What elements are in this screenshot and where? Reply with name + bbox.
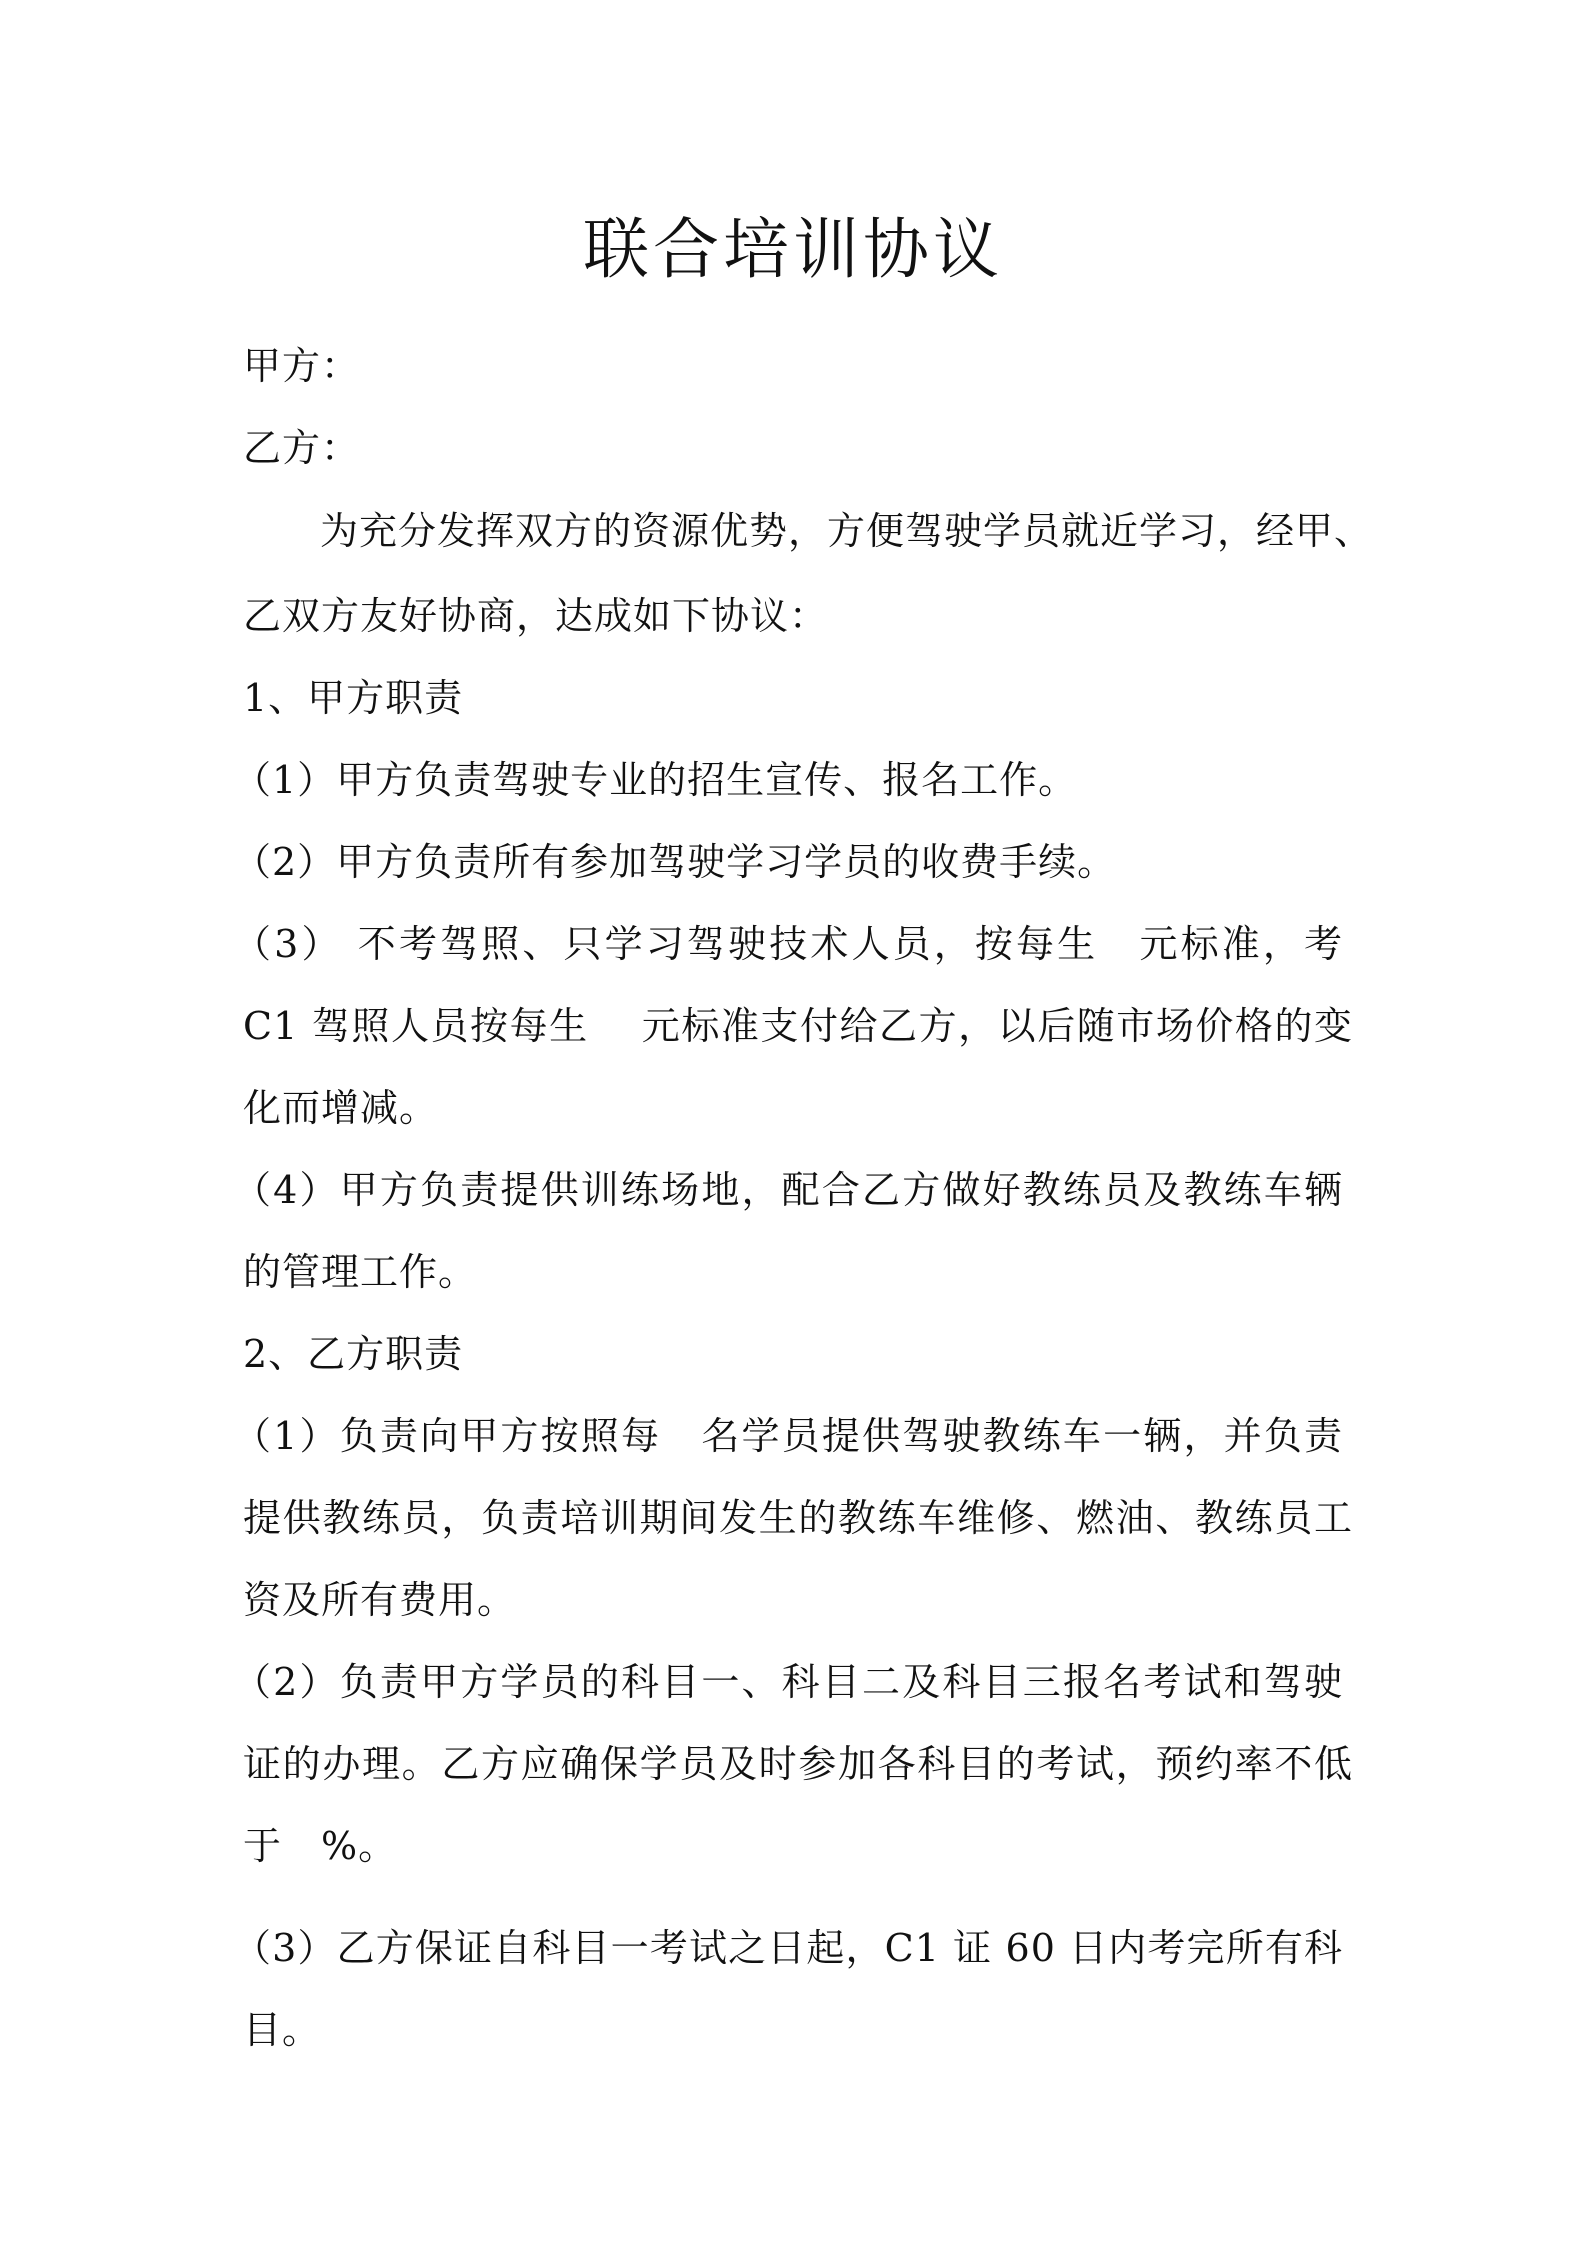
clause-b1-line-3: 资及所有费用。 (243, 1578, 517, 1622)
clause-b3-line-1: （3）乙方保证自科目一考试之日起，C1 证 60 日内考完所有科 (233, 1926, 1343, 1970)
clause-a1: （1）甲方负责驾驶专业的招生宣传、报名工作。 (233, 758, 1078, 802)
clause-a3-line-2: C1 驾照人员按每生 元标准支付给乙方，以后随市场价格的变 (243, 1004, 1353, 1048)
clause-b3-line-2: 目。 (243, 2008, 322, 2052)
preamble-line-1: 为充分发挥双方的资源优势，方便驾驶学员就近学习，经甲、 (320, 509, 1374, 553)
party-b-line: 乙方： (243, 426, 361, 470)
clause-b2-line-2: 证的办理。乙方应确保学员及时参加各科目的考试，预约率不低 (243, 1742, 1353, 1786)
document-title: 联合培训协议 (583, 211, 1003, 288)
clause-a3-line-1: （3） 不考驾照、只学习驾驶技术人员，按每生 元标准，考 (233, 922, 1343, 966)
section-heading-party-b: 2、乙方职责 (243, 1332, 464, 1376)
clause-b1-line-1: （1）负责向甲方按照每 名学员提供驾驶教练车一辆，并负责 (233, 1414, 1343, 1458)
clause-a4-line-2: 的管理工作。 (243, 1250, 478, 1294)
clause-a4-line-1: （4）甲方负责提供训练场地，配合乙方做好教练员及教练车辆 (233, 1168, 1343, 1212)
clause-a2: （2）甲方负责所有参加驾驶学习学员的收费手续。 (233, 840, 1117, 884)
clause-b2-line-1: （2）负责甲方学员的科目一、科目二及科目三报名考试和驾驶 (233, 1660, 1343, 1704)
clause-b2-line-3: 于 %。 (243, 1824, 398, 1868)
section-heading-party-a: 1、甲方职责 (243, 676, 464, 720)
party-a-line: 甲方： (243, 344, 361, 388)
clause-b1-line-2: 提供教练员，负责培训期间发生的教练车维修、燃油、教练员工 (243, 1496, 1353, 1540)
preamble-line-2: 乙双方友好协商，达成如下协议： (243, 594, 829, 638)
clause-a3-line-3: 化而增减。 (243, 1086, 439, 1130)
